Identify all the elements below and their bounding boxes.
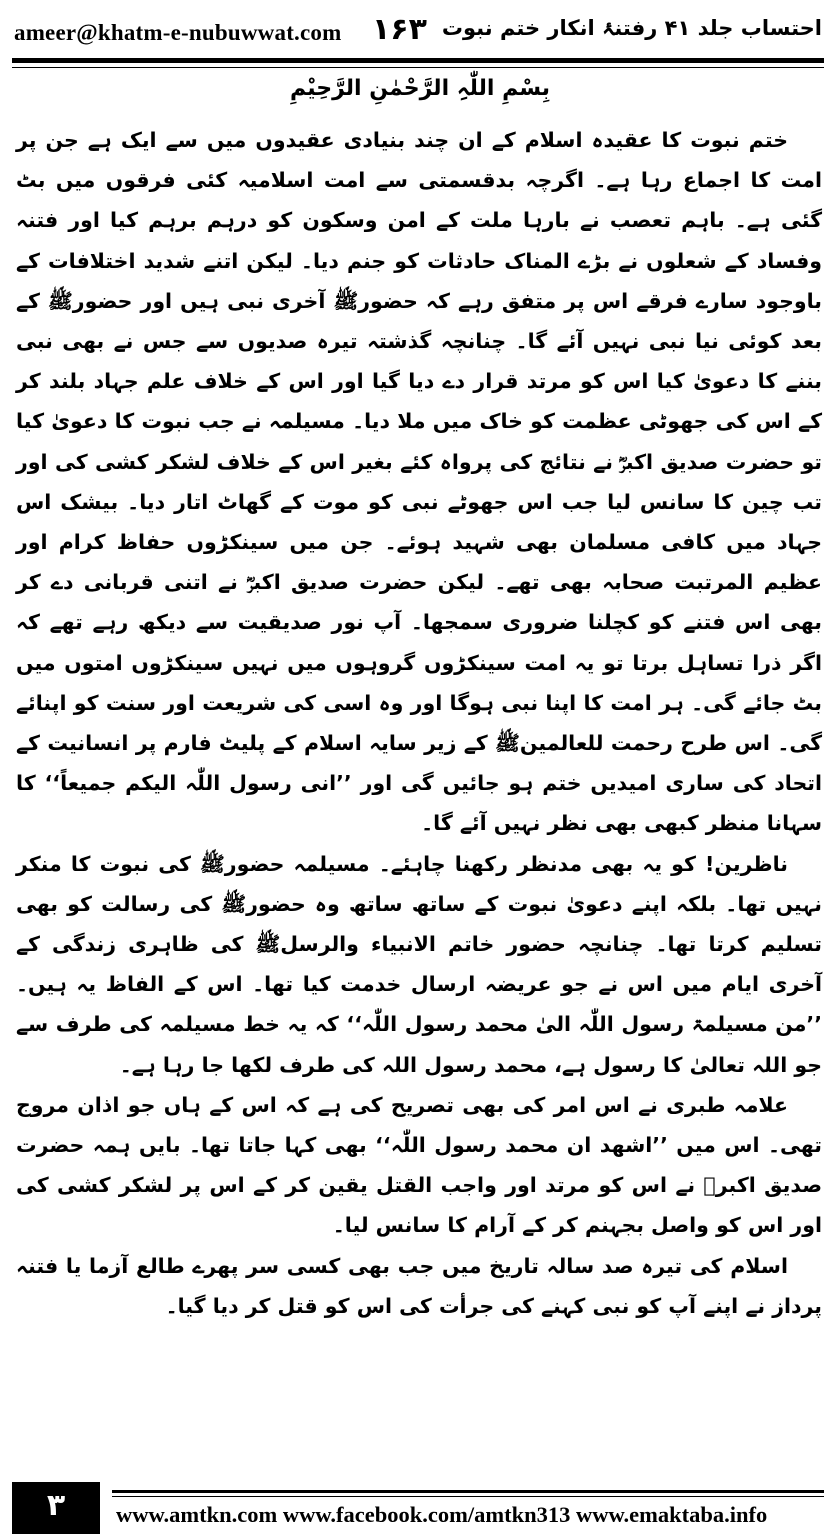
paragraph-2: ناظرین! کو یہ بھی مدنظر رکھنا چاہئے۔ مسیلمہ حضورﷺ کی نبوت کا منکر نہیں تھا۔ بلکہ اپنے دعویٰ نبوت کے ساتھ ساتھ وہ حضورﷺ کی رسالت کو بھی تسلیم کرتا تھا۔ چنانچہ حضور خاتم الانبیاء والرسلﷺ کی ظاہری زندگی کے آخری ایام میں اس نے جو عریضہ ارسال خدمت کیا تھا۔ اس کے الفاظ یہ ہیں۔ ’’من مسیلمۃ رسول اللّٰہ الیٰ محمد رسول اللّٰہ‘‘ کہ یہ خط مسیلمہ کی طرف سے جو اللہ تعالیٰ کا رسول ہے، محمد رسول اللہ کی طرف لکھا جا رہا ہے۔: [16, 851, 822, 1077]
footer-urls: www.amtkn.com www.facebook.com/amtkn313 www.emaktaba.info: [116, 1502, 768, 1527]
header-rule-thin: [12, 67, 824, 68]
bismillah: بِسْمِ اللّٰہِ الرَّحْمٰنِ الرَّحِیْمِ: [289, 76, 550, 101]
header-title: احتساب جلد ۴۱ رفتنۂ انکار ختم نبوت: [441, 16, 822, 40]
header-rule-thick: [12, 58, 824, 63]
footer-page-number: ۳: [12, 1482, 100, 1534]
header-page-number: ۱۶۳: [372, 12, 427, 47]
paragraph-4: اسلام کی تیرہ صد سالہ تاریخ میں جب بھی کسی سر پھرے طالع آزما یا فتنہ پرداز نے اپنے آپ کو نبی کہنے کی جرأت کی اس کو قتل کر دیا گیا۔: [16, 1253, 822, 1318]
footer-rule-thin: [112, 1496, 824, 1497]
page-header: [0, 0, 840, 58]
body-text: [16, 120, 822, 1326]
paragraph-1: ختم نبوت کا عقیدہ اسلام کے ان چند بنیادی عقیدوں میں سے ایک ہے جن پر امت کا اجماع رہا ہے۔ اگرچہ بدقسمتی سے امت اسلامیہ کئی فرقوں میں بٹ گئی ہے۔ باہم تعصب نے بارہا ملت کے امن وسکون کو درہم برہم کیا اور فتنہ وفساد کے شعلوں نے بڑے المناک حادثات کو جنم دیا۔ لیکن اتنے شدید اختلافات کے باوجود سارے فرقے اس پر متفق رہے کہ حضورﷺ آخری نبی ہیں اور حضورﷺ کے بعد کوئی نیا نبی نہیں آئے گا۔ چنانچہ گذشتہ تیرہ صدیوں سے جس نے بھی نبی بننے کا دعویٰ کیا اس کو مرتد قرار دے دیا گیا اور اس کے خلاف علم جہاد بلند کر کے اس کی جھوٹی عظمت کو خاک میں ملا دیا۔ مسیلمہ نے جب نبوت کا دعویٰ کیا تو حضرت صدیق اکبرؓ نے نتائج کی پرواہ کئے بغیر اس کے خلاف لشکر کشی کی اور تب چین کا سانس لیا جب اس جھوٹے نبی کو موت کے گھاٹ اتار دیا۔ بیشک اس جہاد میں کافی مسلمان بھی شہید ہوئے۔ جن میں سینکڑوں حفاظ کرام اور عظیم المرتبت صحابہ بھی تھے۔ لیکن حضرت صدیق اکبرؓ نے اتنی قربانی دے کر بھی اس فتنے کو کچلنا ضروری سمجھا۔ آپ نور صدیقیت سے دیکھ رہے تھے کہ اگر ذرا تساہل برتا تو یہ امت سینکڑوں گروہوں میں نہیں سینکڑوں امتوں میں بٹ جائے گی۔ ہر امت کا اپنا نبی ہوگا اور وہ اسی کی شریعت اور سنت کو اپنائے گی۔ اس طرح رحمت للعالمینﷺ کے زیر سایہ اسلام کے پلیٹ فارم پر انسانیت کے اتحاد کی ساری امیدیں ختم ہو جائیں گی اور ’’انی رسول اللّٰہ الیکم جمیعاً‘‘ کا سہانا منظر کبھی بھی نظر نہیں آئے گا۔: [16, 128, 822, 836]
footer-rule-thick: [112, 1490, 824, 1493]
paragraph-3: علامہ طبری نے اس امر کی بھی تصریح کی ہے کہ اس کے ہاں جو اذان مروج تھی۔ اس میں ’’اشھد ان محمد رسول اللّٰہ‘‘ بھی کہا جاتا تھا۔ بایں ہمہ حضرت صدیق اکبرؓ نے اس کو مرتد اور واجب القتل یقین کر کے اس پر لشکر کشی کی اور اس کو واصل بجہنم کر کے آرام کا سانس لیا۔: [16, 1092, 822, 1238]
header-email: ameer@khatm-e-nubuwwat.com: [14, 20, 342, 45]
page-footer: [12, 1482, 824, 1534]
